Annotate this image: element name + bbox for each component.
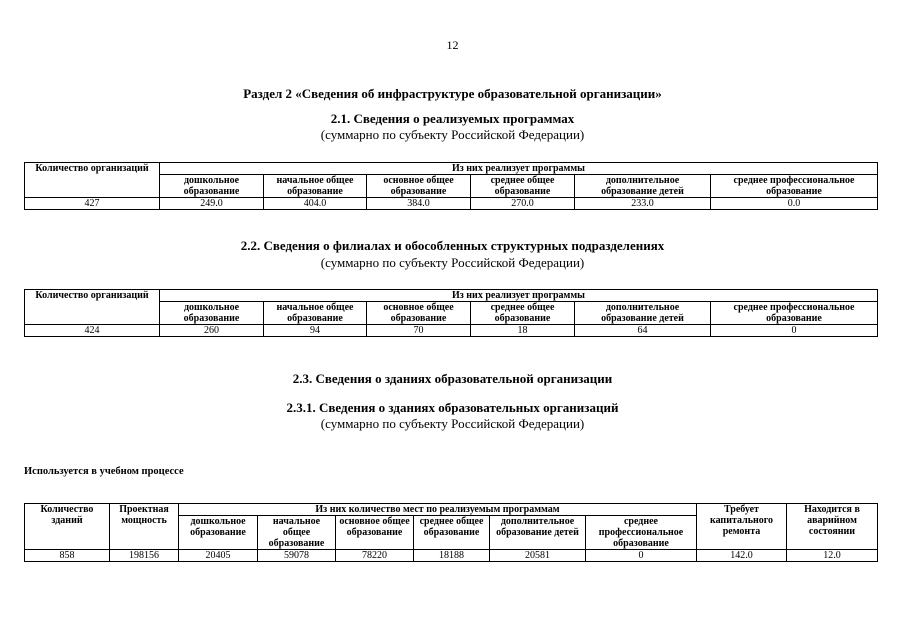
- table-cell: 270.0: [471, 198, 575, 210]
- col-header: среднее общее образование: [471, 175, 575, 198]
- table-cell: 78220: [336, 550, 414, 562]
- sec23-title: 2.3. Сведения о зданиях образовательной организации: [292, 371, 613, 386]
- table-cell: 404.0: [264, 198, 367, 210]
- table-cell: 198156: [110, 550, 179, 562]
- sec22-title: 2.2. Сведения о филиалах и обособленных структурных подразделениях: [240, 238, 665, 253]
- table-header-row: [25, 290, 878, 302]
- table-header-row: [25, 504, 878, 516]
- table-cell: 0: [711, 325, 878, 337]
- col-header: среднее профессиональное образование: [711, 302, 878, 325]
- group-header: Из них реализует программы: [160, 290, 878, 302]
- group-header: Из них количество мест по реализуемым программам: [179, 504, 697, 516]
- sec22-subtitle: (суммарно по субъекту Российской Федерации): [320, 255, 585, 270]
- table-cell: 59078: [258, 550, 336, 562]
- col-capacity-header: Проектная мощность: [110, 504, 179, 550]
- col-repair-header: Требует капитального ремонта: [697, 504, 787, 550]
- table-cell: 260: [160, 325, 264, 337]
- table-row: [25, 198, 878, 210]
- col-header: основное общее образование: [367, 302, 471, 325]
- col-header: начальное общее образование: [258, 516, 336, 550]
- col-header: дополнительное образование детей: [490, 516, 586, 550]
- col-header: среднее профессиональное образование: [586, 516, 697, 550]
- table-cell: 12.0: [787, 550, 878, 562]
- table-cell: 427: [25, 198, 160, 210]
- col-header: основное общее образование: [367, 175, 471, 198]
- table-cell: 64: [575, 325, 711, 337]
- table-cell: 18188: [414, 550, 490, 562]
- col-header: дошкольное образование: [160, 302, 264, 325]
- table-cell: 142.0: [697, 550, 787, 562]
- col-emergency-header: Находится в аварийном состоянии: [787, 504, 878, 550]
- used-in-education-label: Используется в учебном процессе: [24, 466, 184, 477]
- sec231-table: [24, 503, 878, 562]
- table-header-row: [25, 163, 878, 175]
- sec231-subtitle: (суммарно по субъекту Российской Федерации): [320, 416, 585, 431]
- table-cell: 20405: [179, 550, 258, 562]
- col-buildings-header: Количество зданий: [25, 504, 110, 550]
- col-header: дополнительное образование детей: [575, 302, 711, 325]
- table-cell: 18: [471, 325, 575, 337]
- sec21-table: [24, 162, 878, 210]
- col-header: среднее общее образование: [471, 302, 575, 325]
- table-cell: 384.0: [367, 198, 471, 210]
- table-row: [25, 550, 878, 562]
- table-row: [25, 325, 878, 337]
- table-cell: 858: [25, 550, 110, 562]
- section-title: Раздел 2 «Сведения об инфраструктуре образовательной организации»: [243, 86, 662, 101]
- col-header: дополнительное образование детей: [575, 175, 711, 198]
- sec231-title: 2.3.1. Сведения о зданиях образовательных организаций: [286, 400, 619, 415]
- sec21-title: 2.1. Сведения о реализуемых программах: [330, 111, 575, 126]
- table-cell: 20581: [490, 550, 586, 562]
- col-header: дошкольное образование: [179, 516, 258, 550]
- table-cell: 70: [367, 325, 471, 337]
- col-count-header: Количество организаций: [25, 290, 160, 325]
- table-cell: 94: [264, 325, 367, 337]
- col-header: дошкольное образование: [160, 175, 264, 198]
- col-header: среднее общее образование: [414, 516, 490, 550]
- group-header: Из них реализует программы: [160, 163, 878, 175]
- table-cell: 0: [586, 550, 697, 562]
- col-header: основное общее образование: [336, 516, 414, 550]
- col-header: среднее профессиональное образование: [711, 175, 878, 198]
- table-cell: 0.0: [711, 198, 878, 210]
- sec21-subtitle: (суммарно по субъекту Российской Федерации): [320, 127, 585, 142]
- table-cell: 233.0: [575, 198, 711, 210]
- page-number: 12: [446, 38, 459, 52]
- table-cell: 249.0: [160, 198, 264, 210]
- col-count-header: Количество организаций: [25, 163, 160, 198]
- col-header: начальное общее образование: [264, 175, 367, 198]
- table-cell: 424: [25, 325, 160, 337]
- sec22-table: [24, 289, 878, 337]
- col-header: начальное общее образование: [264, 302, 367, 325]
